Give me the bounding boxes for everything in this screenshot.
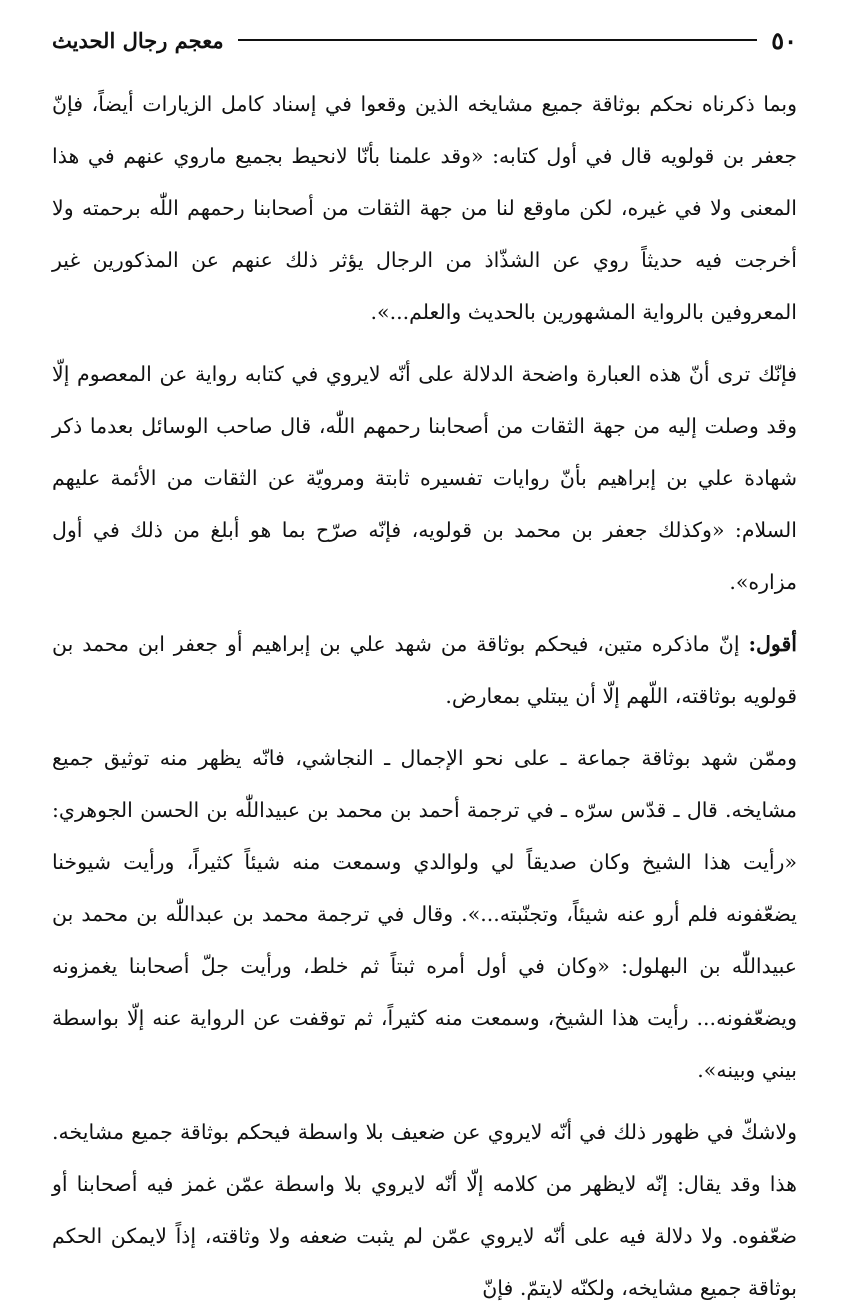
- page-number: ٥٠: [771, 25, 797, 55]
- paragraph-text: وبما ذكرناه نحكم بوثاقة جميع مشايخه الذين وقعوا في إسناد كامل الزيارات أيضاً، فإنّ جعفر بن قولويه قال في أول كتابه: «وقد علمنا بأنّا لانحيط بجميع ماروي عنهم في هذا المعنى ولا في غيره، لكن ماوقع لنا من جهة الثقات من أصحابنا رحمهم اللّٰه برحمته ولا أخرجت فيه حديثاً روي عن الشذّاذ من الرجال يؤثر ذلك عنهم عن المذكورين غير المعروفين بالرواية المشهورين بالحديث والعلم...».: [52, 92, 797, 324]
- paragraph-text: وممّن شهد بوثاقة جماعة ـ على نحو الإجمال ـ النجاشي، فانّه يظهر منه توثيق جميع مشايخه. قال ـ قدّس سرّه ـ في ترجمة أحمد بن محمد بن عبيداللّٰه بن الحسن الجوهري: «رأيت هذا الشيخ وكان صديقاً لي ولوالدي وسمعت منه شيئاً كثيراً، ورأيت شيوخنا يضعّفونه فلم أرو عنه شيئاً، وتجنّبته...». وقال في ترجمة محمد بن عبداللّٰه بن محمد بن عبيداللّٰه بن البهلول: «وكان في أول أمره ثبتاً ثم خلط، ورأيت جلّ أصحابنا يغمزونه ويضعّفونه... رأيت هذا الشيخ، وسمعت منه كثيراً، ثم توقفت عن الرواية عنه إلّا بواسطة بيني وبينه».: [52, 746, 797, 1082]
- running-title: معجم رجال الحديث: [52, 27, 224, 53]
- body-text: [52, 78, 797, 1314]
- page-header: [52, 22, 797, 58]
- paragraph-4: [52, 732, 797, 1096]
- paragraph-1: [52, 78, 797, 338]
- paragraph-2: [52, 348, 797, 608]
- header-rule: [238, 39, 758, 41]
- paragraph-text: فإنّك ترى أنّ هذه العبارة واضحة الدلالة على أنّه لايروي في كتابه رواية عن المعصوم إلّا وقد وصلت إليه من جهة الثقات من أصحابنا رحمهم اللّٰه، قال صاحب الوسائل بعدما ذكر شهادة علي بن إبراهيم بأنّ روايات تفسيره ثابتة ومرويّة عن الثقات من الأئمة عليهم السلام: «وكذلك جعفر بن محمد بن قولويه، فإنّه صرّح بما هو أبلغ من ذلك في أول مزاره».: [52, 362, 797, 594]
- paragraph-5: [52, 1106, 797, 1314]
- paragraph-lead: أقول:: [748, 632, 797, 656]
- paragraph-text: إنّ ماذكره متين، فيحكم بوثاقة من شهد علي بن إبراهيم أو جعفر ابن محمد بن قولويه بوثاقته، اللّهم إلّا أن يبتلي بمعارض.: [52, 632, 797, 708]
- book-page: [52, 22, 797, 1300]
- paragraph-text: ولاشكّ في ظهور ذلك في أنّه لايروي عن ضعيف بلا واسطة فيحكم بوثاقة جميع مشايخه. هذا وقد يقال: إنّه لايظهر من كلامه إلّا أنّه لايروي بلا واسطة عمّن غمز فيه أصحابنا أو ضعّفوه. ولا دلالة فيه على أنّه لايروي عمّن لم يثبت ضعفه ولا وثاقته، إذاً لايمكن الحكم بوثاقة جميع مشايخه، ولكنّه لايتمّ. فإنّ: [52, 1120, 797, 1300]
- paragraph-3: [52, 618, 797, 722]
